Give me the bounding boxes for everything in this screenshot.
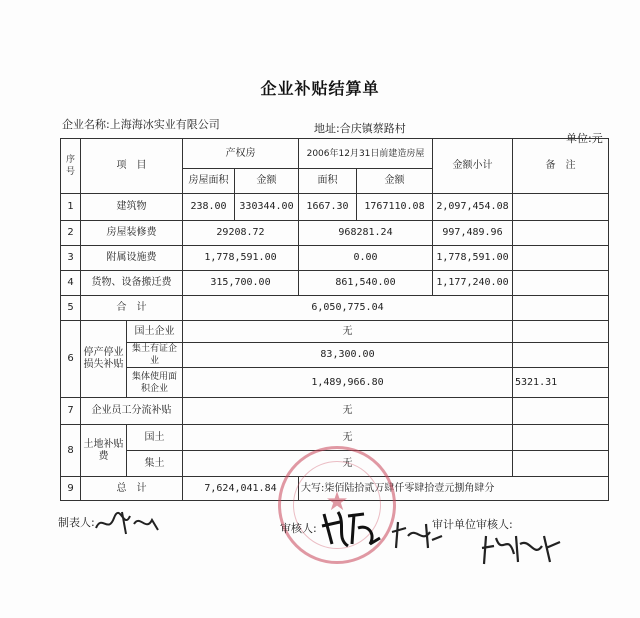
header-built-before: 2006年12月31日前建造房屋 [299, 139, 433, 169]
row-number: 5 [61, 296, 81, 321]
table-row [61, 246, 609, 271]
subtotal-value: 1,177,240.00 [433, 271, 513, 296]
property-amount-value: 1,778,591.00 [183, 246, 299, 271]
remark-cell [513, 398, 609, 425]
header-area: 面积 [299, 169, 357, 194]
remark-cell [513, 343, 609, 368]
subtotal-value: 997,489.96 [433, 221, 513, 246]
staff-subsidy-label: 企业员工分流补贴 [81, 398, 183, 425]
table-row [61, 271, 609, 296]
table-row [61, 368, 609, 398]
table-row [61, 194, 609, 221]
row-number: 3 [61, 246, 81, 271]
header-seq: 序号 [61, 139, 81, 194]
remark-cell [513, 425, 609, 451]
remark-cell [513, 321, 609, 343]
header-house-area: 房屋面积 [183, 169, 235, 194]
table-row [61, 221, 609, 246]
total-label: 合 计 [81, 296, 183, 321]
sub-value: 无 [183, 321, 513, 343]
row-number: 1 [61, 194, 81, 221]
remark-value: 5321.31 [513, 368, 609, 398]
remark-cell [513, 271, 609, 296]
header-amount-subtotal: 金额小计 [433, 139, 513, 194]
row-number: 6 [61, 321, 81, 398]
loss-subsidy-label: 停产停业损失补贴 [81, 321, 127, 398]
built-amount-value: 968281.24 [299, 221, 433, 246]
row-number: 7 [61, 398, 81, 425]
sub-value: 无 [183, 451, 513, 477]
header-amount-2: 金额 [357, 169, 433, 194]
sub-label: 国土 [127, 425, 183, 451]
table-row [61, 343, 609, 368]
staff-subsidy-value: 无 [183, 398, 513, 425]
preparer-label: 制表人: [58, 516, 95, 529]
audit-reviewer-label: 审计单位审核人: [432, 518, 513, 531]
subtotal-value: 1,778,591.00 [433, 246, 513, 271]
remark-cell [513, 451, 609, 477]
remark-cell [513, 194, 609, 221]
table-row [61, 398, 609, 425]
property-amount-value: 330344.00 [235, 194, 299, 221]
row-number: 2 [61, 221, 81, 246]
sub-label: 集土 [127, 451, 183, 477]
currency-unit: 单位:元 [566, 132, 603, 145]
built-amount-value: 0.00 [299, 246, 433, 271]
built-area-value: 1667.30 [299, 194, 357, 221]
sub-label: 国土企业 [127, 321, 183, 343]
header-property-house: 产权房 [183, 139, 299, 169]
table-row-total [61, 296, 609, 321]
header-amount: 金额 [235, 169, 299, 194]
property-amount-value: 29208.72 [183, 221, 299, 246]
row-number: 8 [61, 425, 81, 477]
grand-total-value: 7,624,041.84 [183, 477, 299, 501]
grand-total-in-words: 大写:柒佰陆拾贰万肆仟零肆拾壹元捌角肆分 [299, 477, 609, 501]
row-item: 房屋装修费 [81, 221, 183, 246]
sub-value: 83,300.00 [183, 343, 513, 368]
second-reviewer-signature [386, 518, 446, 554]
table-row [61, 321, 609, 343]
remark-cell [513, 221, 609, 246]
subtotal-value: 2,097,454.08 [433, 194, 513, 221]
reviewer-signature [318, 504, 386, 552]
house-area-value: 238.00 [183, 194, 235, 221]
row-number: 4 [61, 271, 81, 296]
sub-label: 集体使用面积企业 [127, 368, 183, 398]
preparer-signature [92, 504, 162, 538]
company-name: 企业名称:上海海冰实业有限公司 [62, 118, 220, 131]
reviewer-label: 审核人: [280, 522, 317, 535]
built-amount-value: 861,540.00 [299, 271, 433, 296]
row-item: 建筑物 [81, 194, 183, 221]
row-number: 9 [61, 477, 81, 501]
header-remarks: 备 注 [513, 139, 609, 194]
sub-label: 集土有证企业 [127, 343, 183, 368]
remark-cell [513, 296, 609, 321]
sub-value: 1,489,966.80 [183, 368, 513, 398]
row-item: 货物、设备搬迁费 [81, 271, 183, 296]
grand-total-label: 总 计 [81, 477, 183, 501]
document-title: 企业补贴结算单 [260, 79, 380, 98]
total-value: 6,050,775.04 [183, 296, 513, 321]
company-address: 地址:合庆镇蔡路村 [314, 122, 406, 135]
built-amount-value: 1767110.08 [357, 194, 433, 221]
property-amount-value: 315,700.00 [183, 271, 299, 296]
header-item: 项 目 [81, 139, 183, 194]
land-subsidy-label: 土地补贴费 [81, 425, 127, 477]
remark-cell [513, 246, 609, 271]
seal-star-icon: ★ [325, 487, 349, 517]
sub-value: 无 [183, 425, 513, 451]
audit-reviewer-signature [480, 526, 564, 570]
row-item: 附属设施费 [81, 246, 183, 271]
